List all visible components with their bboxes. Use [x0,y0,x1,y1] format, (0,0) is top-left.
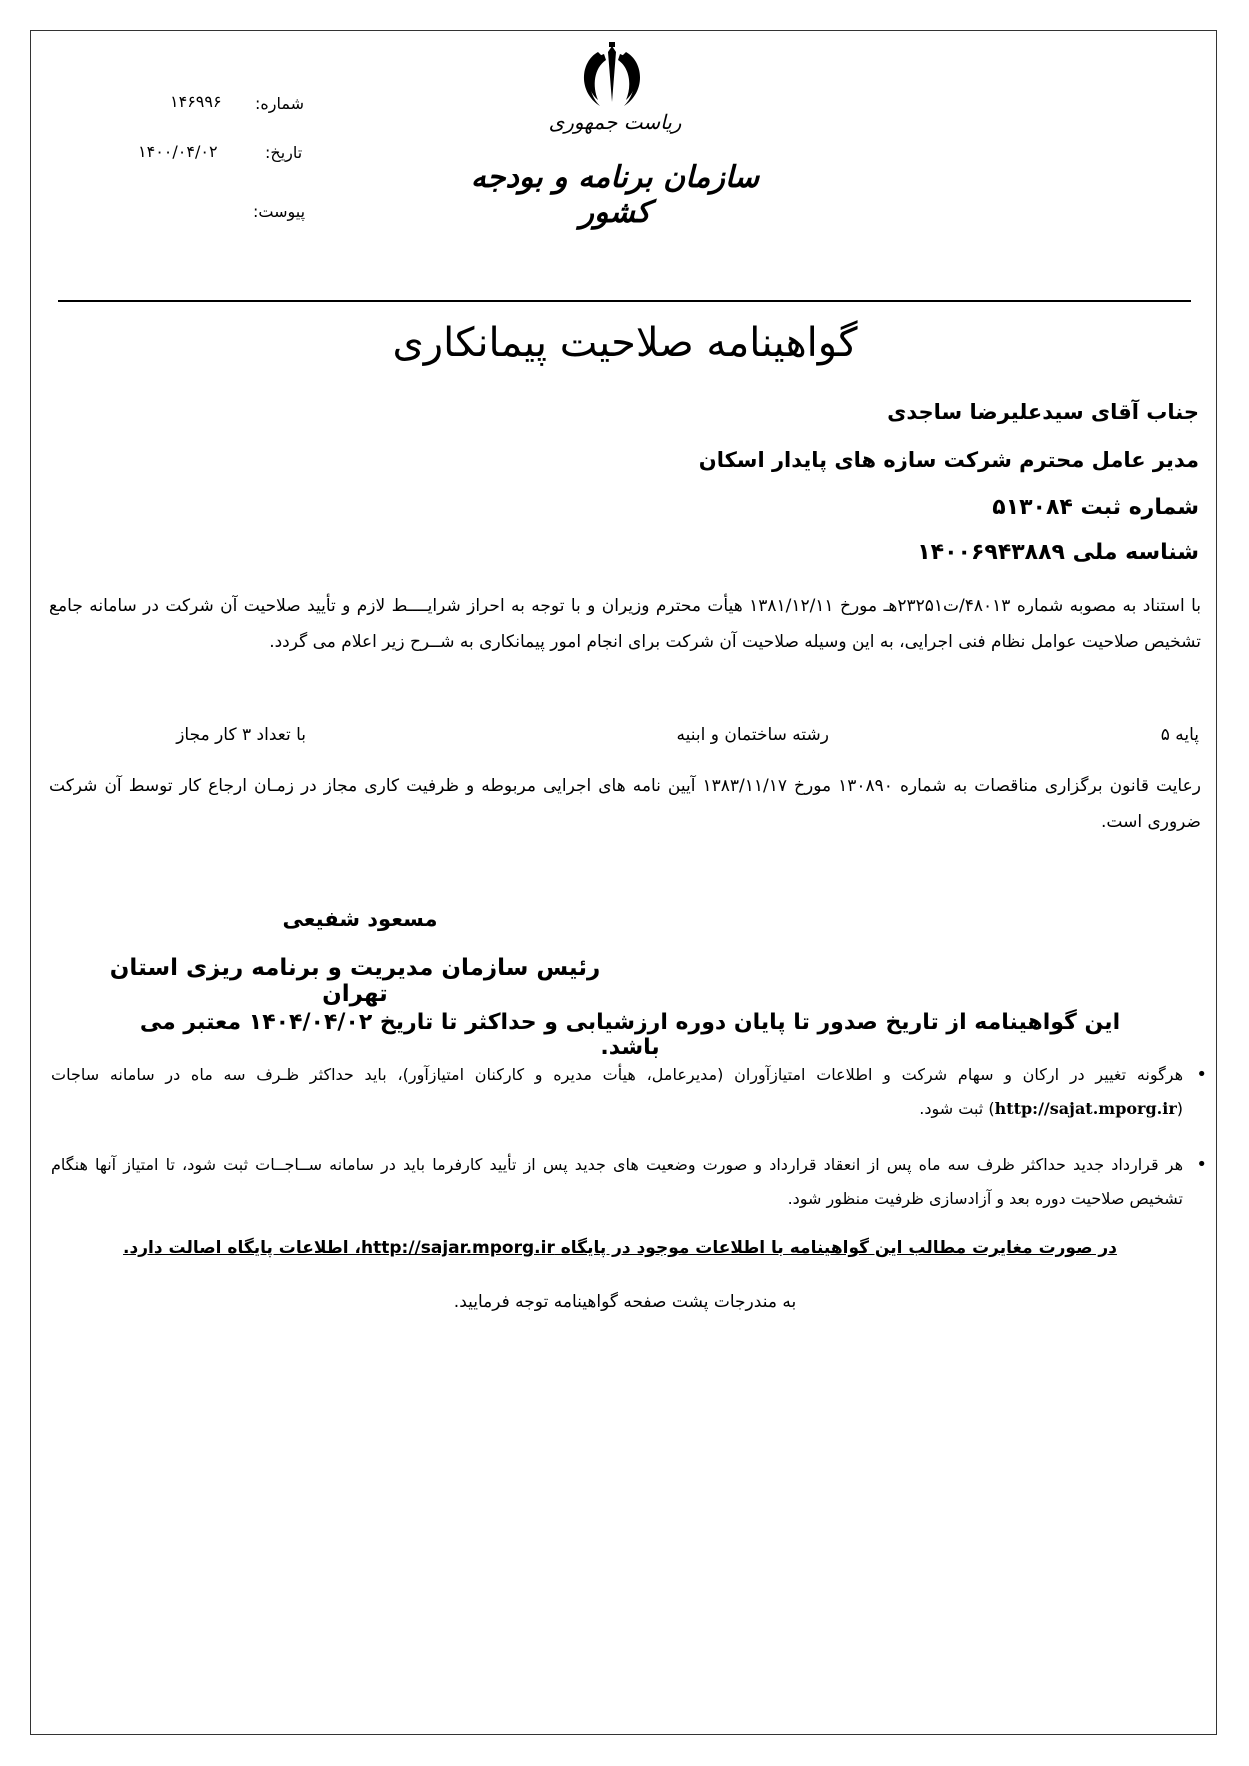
date-label: تاریخ: [265,143,303,162]
bullet-item-2 [51,1148,1211,1216]
bullet-item-1 [51,1058,1211,1126]
national-id: شناسه ملی ۱۴۰۰۶۹۴۳۸۸۹ [917,540,1199,565]
document-border [30,30,1217,1735]
recipient-name: جناب آقای سیدعلیرضا ساجدی [887,400,1199,424]
header-divider [58,300,1191,302]
iran-emblem-icon [572,42,652,110]
bullet-1-text-after: ) ثبت شود. [919,1099,995,1118]
footer-note: به مندرجات پشت صفحه گواهینامه توجه فرمایید. [453,1292,797,1312]
page-title: گواهینامه صلاحیت پیمانکاری [392,320,858,366]
recipient-position: مدیر عامل محترم شرکت سازه های پایدار اسکان [698,448,1199,472]
registration-number: شماره ثبت ۵۱۳۰۸۴ [992,495,1199,520]
attachment-label: پیوست: [253,202,306,221]
validity-statement: این گواهینامه از تاریخ صدور تا پایان دوره ارزشیابی و حداکثر تا تاریخ ۱۴۰۴/۰۴/۰۲ معتبر می باشد. [139,1010,1121,1060]
date-value: ۱۴۰۰/۰۴/۰۲ [138,142,218,161]
bullet-1-text-before: هرگونه تغییر در ارکان و سهام شرکت و اطلاعات امتیازآوران (مدیرعامل، هیأت مدیره و کارکنان امتیازآور)، باید حداکثر ظـرف سه ماه در سامانه ساجات ( [51,1065,1183,1118]
number-value: ۱۴۶۹۹۶ [170,92,222,111]
presidency-subtitle: ریاست جمهوری [548,110,682,134]
warning-note: در صورت مغایرت مطالب این گواهینامه با اطلاعات موجود در پایگاه http://sajar.mporg.ir، اطلاعات پایگاه اصالت دارد. [123,1238,1117,1258]
signatory-name: مسعود شفیعی [282,907,438,931]
bullet-icon: • [1196,1154,1207,1175]
field-value: رشته ساختمان و ابنیه [676,725,829,745]
signatory-title: رئیس سازمان مدیریت و برنامه ریزی استان تهران [109,955,601,1007]
bullet-icon: • [1196,1064,1207,1085]
sajat-link[interactable]: http://sajat.mporg.ir [994,1099,1177,1118]
bullet-2-text: هر قرارداد جدید حداکثر ظرف سه ماه پس از انعقاد قرارداد و صورت وضعیت های جدید پس از تأیید کارفرما باید در سامانه ســاجــات ثبت شود، تا امتیاز آنها هنگام تشخیص صلاحیت دوره بعد و آزادسازی ظرفیت منظور شود. [51,1155,1183,1208]
grade-value: پایه ۵ [1160,725,1199,745]
body-paragraph-1: با استناد به مصوبه شماره ۴۸۰۱۳/ت۲۳۲۵۱هـ مورخ ۱۳۸۱/۱۲/۱۱ هیأت محترم وزیران و با توجه به احراز شرایــــط لازم و تأیید صلاحیت آن شرکت در سامانه جامع تشخیص صلاحیت عوامل نظام فنی اجرایی، به این وسیله صلاحیت آن شرکت برای انجام امور پیمانکاری به شــرح زیر اعلام می گردد. [49,596,1201,652]
number-label: شماره: [255,94,305,113]
organization-name: سازمان برنامه و بودجه کشور [470,160,760,230]
body-paragraph-2: رعایت قانون برگزاری مناقصات به شماره ۱۳۰۸۹۰ مورخ ۱۳۸۳/۱۱/۱۷ آیین نامه های اجرایی مربوطه و ظرفیت کاری مجاز در زمـان ارجاع کار توسط آن شرکت ضروری است. [49,776,1201,832]
capacity-value: با تعداد ۳ کار مجاز [176,725,306,745]
